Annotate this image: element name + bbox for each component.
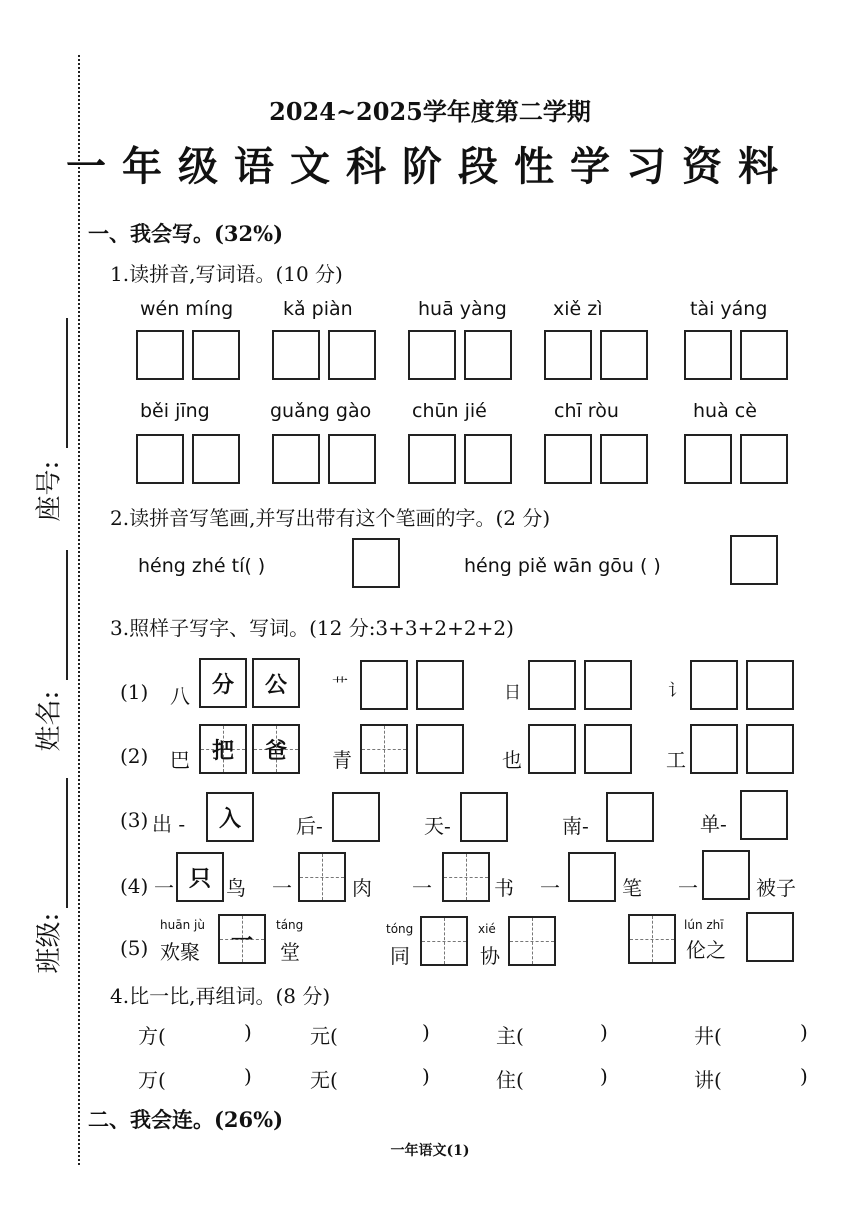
pinyin: běi jīng (140, 400, 210, 422)
item-number: (2) (120, 744, 149, 768)
compare-char: 井( (694, 1024, 722, 1048)
base-char: 青 (332, 748, 352, 772)
answer-box[interactable] (740, 434, 788, 484)
measure-noun: 肉 (352, 876, 372, 900)
answer-box[interactable] (460, 792, 508, 842)
paren-close: ) (800, 1020, 808, 1044)
section-2-heading: 二、我会连。(26%) (88, 1107, 284, 1132)
answer-box[interactable] (684, 434, 732, 484)
measure-prefix: 一 (678, 876, 698, 900)
idiom-chars: 堂 (280, 940, 300, 964)
answer-box[interactable] (408, 330, 456, 380)
answer-box[interactable] (600, 434, 648, 484)
example-box (199, 724, 247, 774)
class-line (66, 778, 68, 908)
example-box (252, 724, 300, 774)
answer-box[interactable] (508, 916, 556, 966)
pinyin: chūn jié (412, 400, 487, 422)
seat-line (66, 318, 68, 448)
binding-dotted-line (78, 55, 80, 1165)
q2-label: 2.读拼音写笔画,并写出带有这个笔画的字。(2 分) (110, 506, 551, 530)
base-char: 八 (170, 684, 190, 708)
answer-box[interactable] (416, 660, 464, 710)
answer-box[interactable] (464, 434, 512, 484)
example-box (252, 658, 300, 708)
idiom-chars: 同 (390, 944, 410, 968)
answer-box[interactable] (606, 792, 654, 842)
antonym-prompt: 单- (700, 812, 727, 836)
answer-box[interactable] (746, 724, 794, 774)
answer-box[interactable] (740, 790, 788, 840)
item-number: (1) (120, 680, 149, 704)
answer-box[interactable] (746, 660, 794, 710)
item-number: (3) (120, 808, 149, 832)
answer-box[interactable] (746, 912, 794, 962)
pinyin: kǎ piàn (283, 298, 353, 320)
example-char: 公 (264, 671, 287, 698)
idiom-chars: 欢聚 (160, 940, 200, 964)
idiom-pinyin: huān jù (160, 918, 205, 932)
page-footer: 一年语文(1) (390, 1143, 470, 1159)
answer-box[interactable] (420, 916, 468, 966)
item-number: (5) (120, 936, 149, 960)
class-label: 班级: (34, 912, 65, 974)
seat-label: 座号: (34, 460, 65, 522)
answer-box[interactable] (360, 660, 408, 710)
paren-close: ) (244, 1064, 252, 1088)
paren-close: ) (422, 1064, 430, 1088)
answer-box[interactable] (464, 330, 512, 380)
paren-close: ) (244, 1020, 252, 1044)
antonym-prompt: 出 - (152, 812, 186, 836)
idiom-pinyin: xié (478, 922, 496, 936)
antonym-prompt: 后- (296, 814, 323, 838)
antonym-prompt: 天- (424, 814, 451, 838)
answer-box[interactable] (272, 434, 320, 484)
answer-box[interactable] (584, 660, 632, 710)
measure-prefix: 一 (412, 876, 432, 900)
example-char: 入 (218, 805, 241, 832)
radical: 艹 (332, 675, 349, 694)
answer-box[interactable] (528, 660, 576, 710)
measure-noun: 鸟 (226, 876, 246, 900)
answer-box[interactable] (690, 724, 738, 774)
answer-box[interactable] (192, 330, 240, 380)
compare-char: 无( (310, 1068, 338, 1092)
example-char: 把 (211, 737, 234, 764)
idiom-chars: 伦之 (686, 938, 726, 962)
compare-char: 讲( (694, 1068, 722, 1092)
name-line (66, 550, 68, 680)
idiom-pinyin: táng (276, 918, 304, 932)
answer-box[interactable] (544, 434, 592, 484)
answer-box[interactable] (136, 434, 184, 484)
name-label: 姓名: (34, 690, 65, 752)
answer-box[interactable] (352, 538, 400, 588)
compare-char: 方( (138, 1024, 166, 1048)
example-char: 一 (230, 927, 253, 954)
answer-box[interactable] (328, 330, 376, 380)
answer-box[interactable] (298, 852, 346, 902)
item-number: (4) (120, 874, 149, 898)
q4-label: 4.比一比,再组词。(8 分) (110, 984, 331, 1008)
base-char: 也 (502, 748, 522, 772)
compare-char: 主( (496, 1024, 524, 1048)
compare-char: 元( (310, 1024, 338, 1048)
example-box (218, 914, 266, 964)
example-char: 爸 (264, 737, 287, 764)
pinyin: huà cè (693, 400, 757, 422)
answer-box[interactable] (328, 434, 376, 484)
answer-box[interactable] (528, 724, 576, 774)
pinyin: wén míng (140, 298, 234, 320)
measure-prefix: 一 (154, 876, 174, 900)
example-box (199, 658, 247, 708)
pinyin: chī ròu (554, 400, 619, 422)
semester-subtitle: 2024~2025学年度第二学期 (269, 97, 591, 126)
answer-box[interactable] (584, 724, 632, 774)
compare-char: 住( (496, 1068, 524, 1092)
answer-box[interactable] (332, 792, 380, 842)
pinyin: xiě zì (553, 298, 603, 320)
pinyin: huā yàng (418, 298, 507, 320)
q1-label: 1.读拼音,写词语。(10 分) (110, 262, 343, 286)
paren-close: ) (600, 1020, 608, 1044)
measure-noun: 被子 (756, 876, 796, 900)
answer-box[interactable] (408, 434, 456, 484)
idiom-pinyin: tóng (386, 922, 414, 936)
radical: 日 (504, 683, 521, 703)
idiom-pinyin: lún zhī (684, 918, 724, 932)
answer-box[interactable] (684, 330, 732, 380)
pinyin: tài yáng (690, 298, 768, 320)
answer-box[interactable] (690, 660, 738, 710)
stroke-pinyin-a: héng zhé tí( ) (138, 555, 266, 577)
example-char: 只 (188, 865, 211, 892)
compare-char: 万( (138, 1068, 166, 1092)
answer-box[interactable] (702, 850, 750, 900)
answer-box[interactable] (416, 724, 464, 774)
measure-prefix: 一 (540, 876, 560, 900)
answer-box[interactable] (192, 434, 240, 484)
stroke-pinyin-b: héng piě wān gōu ( ) (464, 555, 661, 577)
measure-noun: 笔 (622, 876, 642, 900)
base-char: 巴 (170, 748, 190, 772)
answer-box[interactable] (544, 330, 592, 380)
page-title: 一年级语文科阶段性学习资料 (66, 143, 794, 190)
base-char: 工 (666, 748, 686, 772)
radical: 讠 (668, 681, 685, 701)
answer-box[interactable] (272, 330, 320, 380)
paren-close: ) (422, 1020, 430, 1044)
paren-close: ) (800, 1064, 808, 1088)
answer-box[interactable] (600, 330, 648, 380)
measure-prefix: 一 (272, 876, 292, 900)
answer-box[interactable] (442, 852, 490, 902)
answer-box[interactable] (568, 852, 616, 902)
example-box (206, 792, 254, 842)
section-1-heading: 一、我会写。(32%) (88, 221, 284, 246)
q3-label: 3.照样子写字、写词。(12 分:3+3+2+2+2) (110, 616, 514, 640)
antonym-prompt: 南- (562, 814, 589, 838)
pinyin: guǎng gào (270, 400, 372, 422)
idiom-chars: 协 (480, 944, 500, 968)
answer-box[interactable] (136, 330, 184, 380)
answer-box[interactable] (628, 914, 676, 964)
answer-box[interactable] (740, 330, 788, 380)
answer-box[interactable] (360, 724, 408, 774)
answer-box[interactable] (730, 535, 778, 585)
example-char: 分 (211, 671, 234, 698)
example-box (176, 852, 224, 902)
paren-close: ) (600, 1064, 608, 1088)
measure-noun: 书 (494, 876, 514, 900)
